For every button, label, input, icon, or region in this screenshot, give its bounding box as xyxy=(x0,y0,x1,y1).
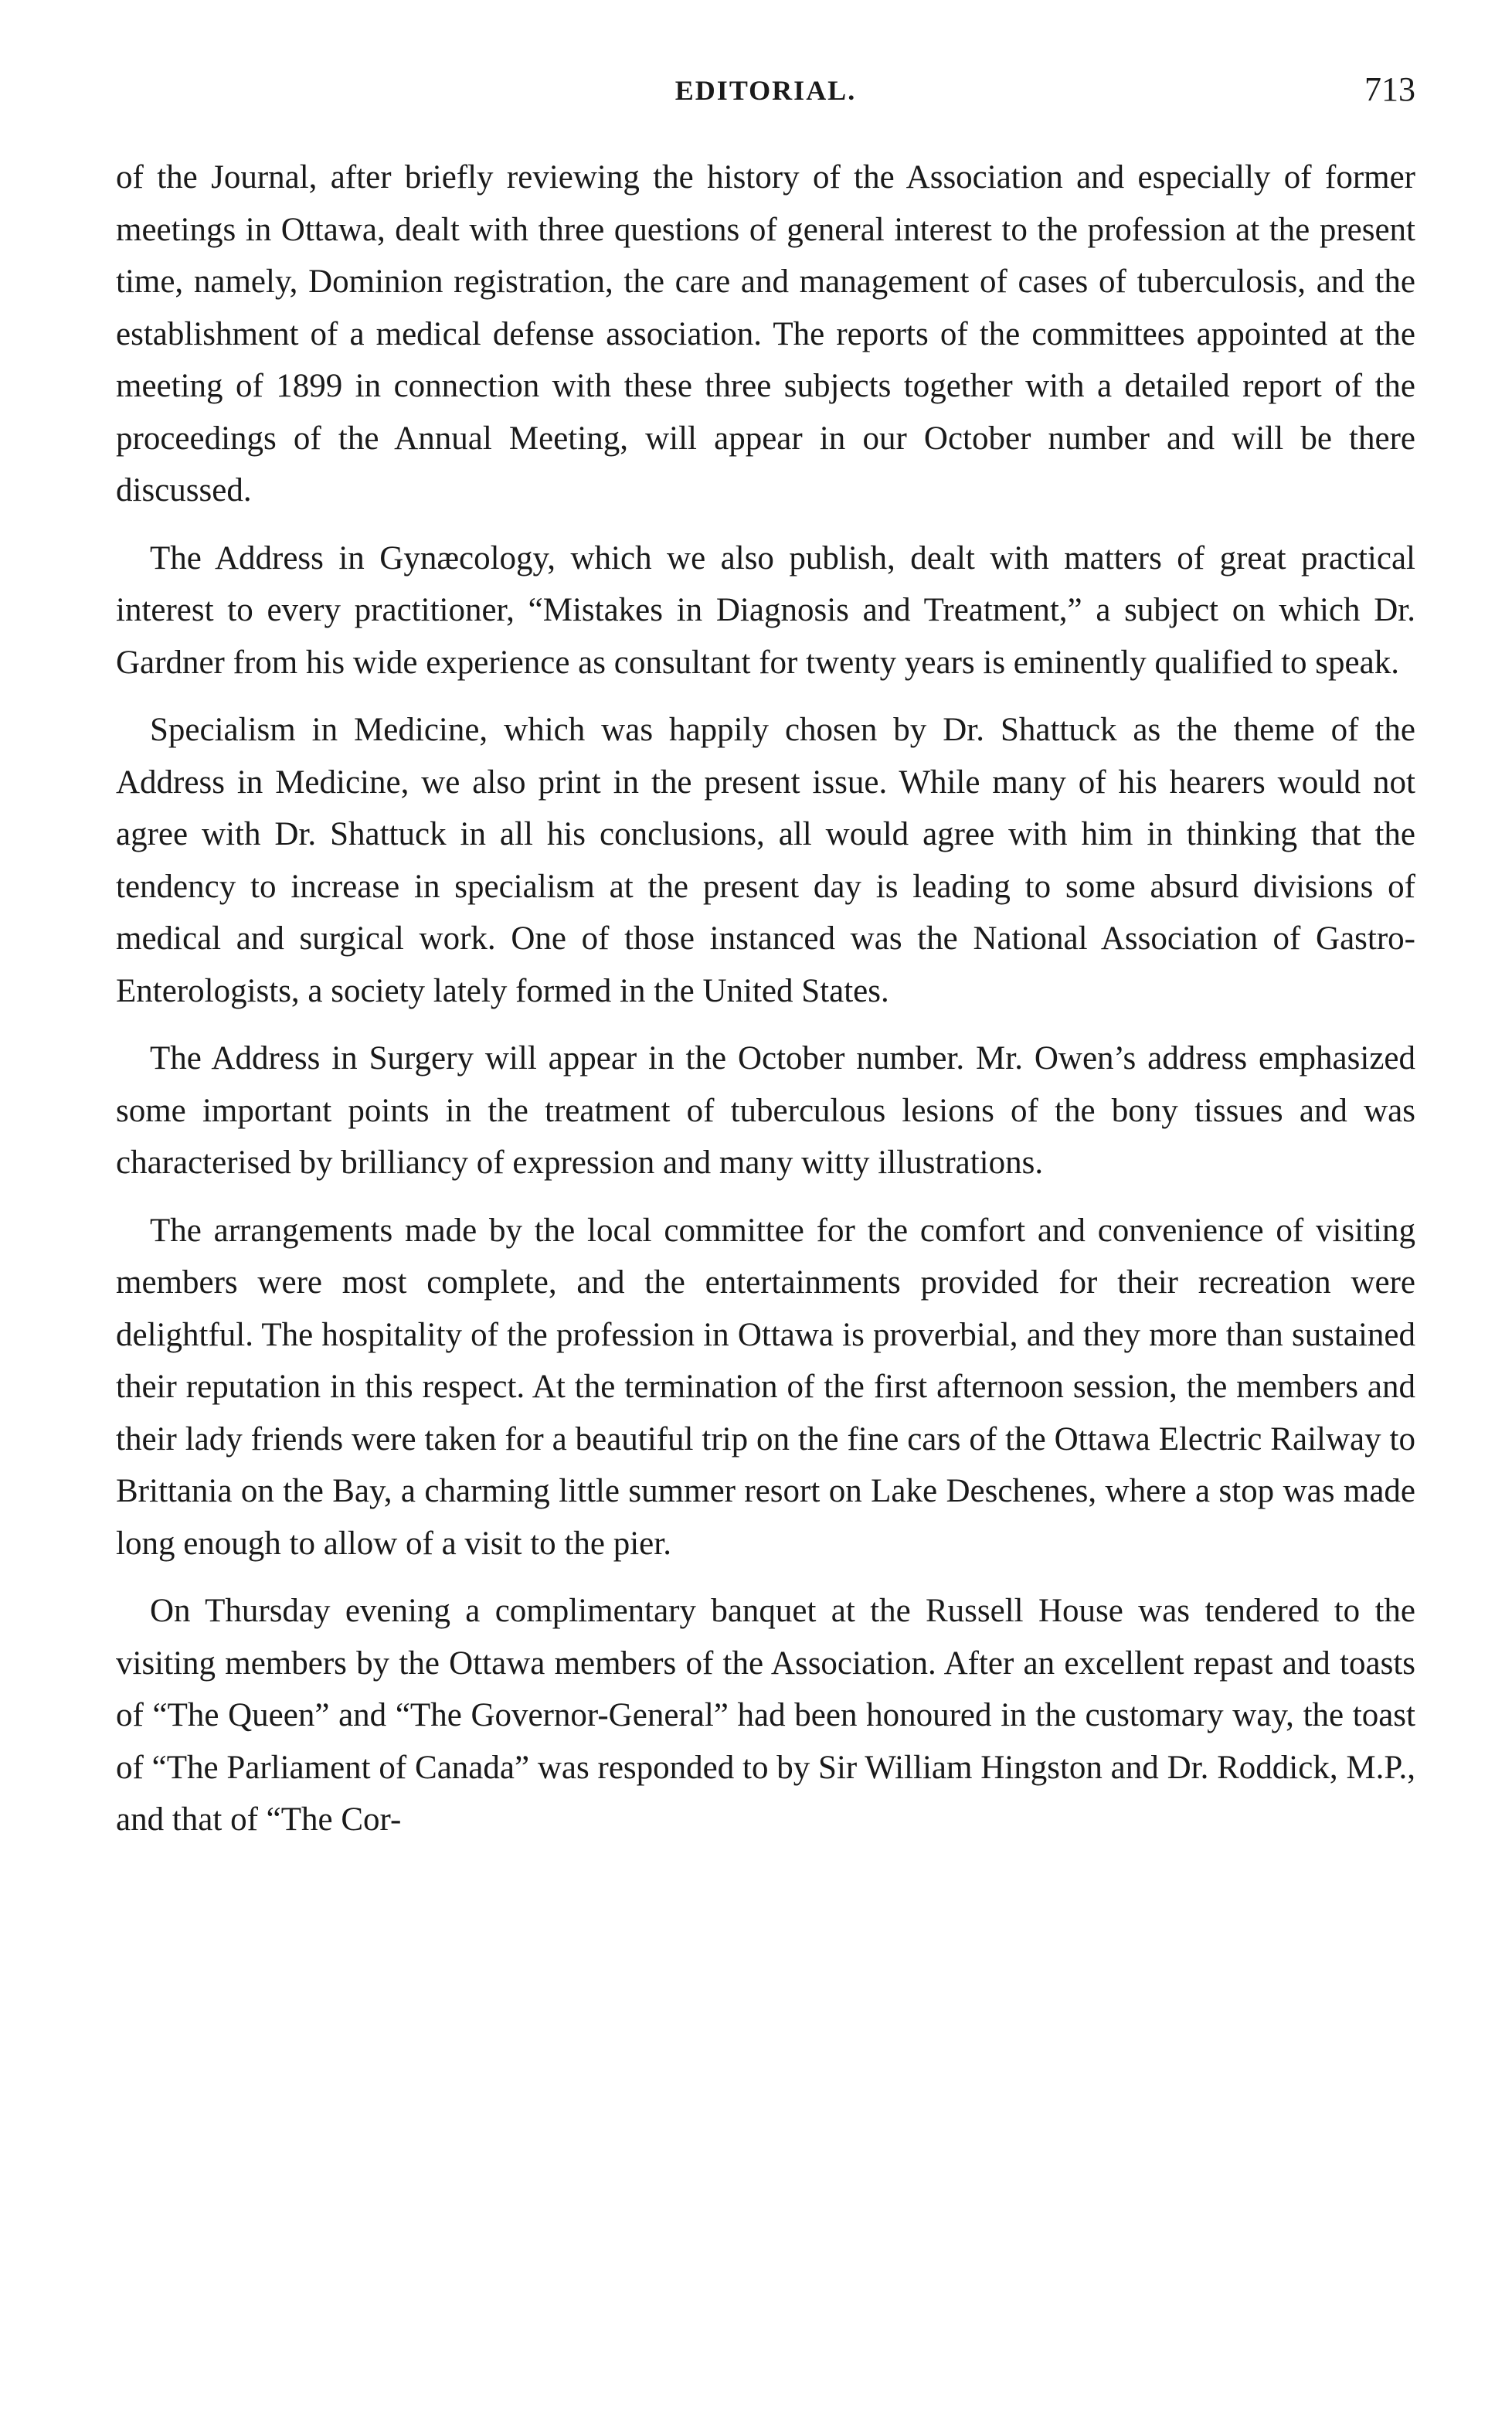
running-head xyxy=(116,70,1415,121)
paragraph-surgery: The Address in Surgery will appear in the October number. Mr. Owen’s address emphasized some important points in the treatment of tuberculous lesions of the bony tissues and was characterised by brilliancy of expression and many witty illustrations. xyxy=(116,1040,1415,1181)
paragraph-banquet: On Thursday evening a complimentary banquet at the Russell House was tendered to the visiting members by the Ottawa members of the Association. After an excellent repast and toasts of “The Queen” and “The Governor-General” had been honoured in the customary way, the toast of “The Parliament of Canada” was responded to by Sir William Hingston and Dr. Roddick, M.P., and that of “The Cor- xyxy=(116,1593,1415,1838)
paragraph-gynaecology: The Address in Gynæcology, which we also publish, dealt with matters of great practical interest to every practitioner, “Mistakes in Diagnosis and Treatment,” a subject on which Dr. Gardner from his wide experience as consultant for twenty years is eminently qualified to speak. xyxy=(116,539,1415,681)
page-number: 713 xyxy=(1364,70,1415,108)
paragraph-continuation: of the Journal, after briefly reviewing the history of the Association and especially of former meetings in Ottawa, dealt with three questions of general interest to the profession at the present time, namely, Dominion registration, the care and management of cases of tuberculosis, and the establishment of a medical defense association. The reports of the committees appointed at the meeting of 1899 in connection with these three subjects together with a detailed report of the proceedings of the Annual Meeting, will appear in our October number and will be there discussed. xyxy=(116,159,1415,509)
document-page xyxy=(116,70,1415,1862)
running-title: EDITORIAL. xyxy=(674,75,857,106)
paragraph-arrangements: The arrangements made by the local committee for the comfort and convenience of visiting members were most complete, and the entertainments provided for their recreation were delightful. The hospitality of the profession in Ottawa is proverbial, and they more than sustained their reputation in this respect. At the termination of the first afternoon session, the members and their lady friends were taken for a beautiful trip on the fine cars of the Ottawa Electric Railway to Brittania on the Bay, a charming little summer resort on Lake Deschenes, where a stop was made long enough to allow of a visit to the pier. xyxy=(116,1212,1415,1562)
paragraph-medicine: Specialism in Medicine, which was happily chosen by Dr. Shattuck as the theme of the Address in Medicine, we also print in the present issue. While many of his hearers would not agree with Dr. Shattuck in all his conclusions, all would agree with him in thinking that the tendency to increase in specialism at the present day is leading to some absurd divisions of medical and surgical work. One of those instanced was the National Association of Gastro-Enterologists, a society lately formed in the United States. xyxy=(116,712,1415,1009)
